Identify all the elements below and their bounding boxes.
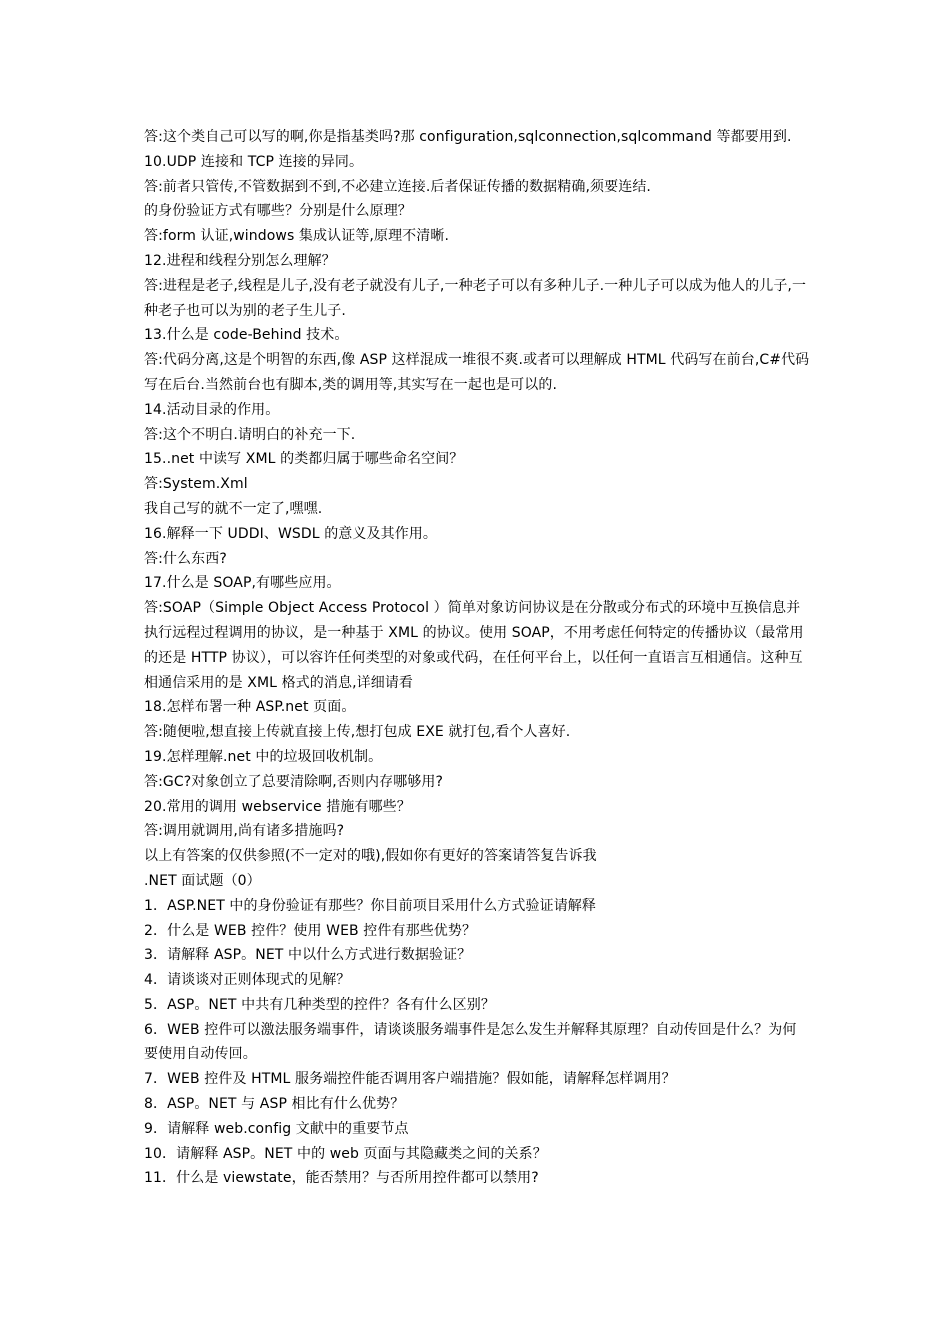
question-16: 16.解释一下 UDDI、WSDL 的意义及其作用。: [144, 525, 438, 542]
closing-note: 以上有答案的仅供参照(不一定对的哦),假如你有更好的答案请答复告诉我: [144, 848, 597, 865]
answer-19: 答:GC?对象创立了总要清除啊,否则内存哪够用?: [144, 773, 444, 790]
answer-20: 答:调用就调用,尚有诸多措施吗?: [144, 823, 345, 840]
answer-13: 答:代码分离,这是个明智的东西,像 ASP 这样混成一堆很不爽.或者可以理解成 HTML 代码写在前台,C#代码写在后台.当然前台也有脚本,类的调用等,其实写在一起也是可以的.: [144, 352, 810, 393]
list-item: 1．ASP.NET 中的身份验证有那些？你目前项目采用什么方式验证请解释: [144, 897, 597, 914]
question-15: 15..net 中读写 XML 的类都归属于哪些命名空间？: [144, 451, 464, 468]
answer-14: 答:这个不明白.请明白的补充一下.: [144, 426, 356, 443]
question-10: 10.UDP 连接和 TCP 连接的异同。: [144, 153, 364, 170]
answer-15-note: 我自己写的就不一定了,嘿嘿.: [144, 500, 323, 517]
section-title: .NET 面试题（0）: [144, 872, 261, 889]
list-item: 2．什么是 WEB 控件？使用 WEB 控件有那些优势？: [144, 922, 477, 939]
answer-15: 答:System.Xml: [144, 476, 248, 493]
question-17: 17.什么是 SOAP,有哪些应用。: [144, 575, 341, 592]
question-20: 20.常用的调用 webservice 措施有哪些？: [144, 798, 411, 815]
answer-12: 答:进程是老子,线程是儿子,没有老子就没有儿子,一种老子可以有多种儿子.一种儿子可以成为他人的儿子,一种老子也可以为别的老子生儿子.: [144, 277, 807, 319]
text-line: 答:这个类自己可以写的啊,你是指基类吗?那 configuration,sqlconnection,sqlcommand 等都要用到.: [144, 129, 792, 145]
list-item: 3．请解释 ASP。NET 中以什么方式进行数据验证？: [144, 947, 472, 964]
answer-16: 答:什么东西?: [144, 550, 227, 567]
list-item: 9．请解释 web.config 文献中的重要节点: [144, 1120, 409, 1137]
question-14: 14.活动目录的作用。: [144, 401, 280, 418]
list-item: 5．ASP。NET 中共有几种类型的控件？各有什么区别？: [144, 996, 495, 1013]
list-item: 6．WEB 控件可以激法服务端事件，请谈谈服务端事件是怎么发生并解释其原理？自动传回是什么？为何要使用自动传回。: [144, 1021, 797, 1063]
list-item: 10．请解释 ASP。NET 中的 web 页面与其隐藏类之间的关系？: [144, 1145, 547, 1162]
list-item: 11．什么是 viewstate，能否禁用？与否所用控件都可以禁用?: [144, 1170, 539, 1187]
question-18: 18.怎样布署一种 ASP.net 页面。: [144, 699, 356, 716]
question-13: 13.什么是 code-Behind 技术。: [144, 327, 349, 344]
question-12: 12.进程和线程分别怎么理解？: [144, 252, 336, 269]
answer-17: 答:SOAP（Simple Object Access Protocol ）简单对象访问协议是在分散或分布式的环境中互换信息并执行远程过程调用的协议，是一种基于 XML 的协议。使用 SOAP，不用考虑任何特定的传播协议（最常用的还是 HTTP 协议），可以容许任何类型的对象或代码，在任何平台上，以任何一直语言互相通信。这种互相通信采用的是 XML 格式的消息,详细请看: [144, 600, 804, 691]
document-body: [144, 125, 810, 1191]
list-item: 7．WEB 控件及 HTML 服务端控件能否调用客户端措施？假如能，请解释怎样调用？: [144, 1071, 676, 1088]
answer-11: 答:form 认证,windows 集成认证等,原理不清晰.: [144, 228, 450, 245]
question-11: 的身份验证方式有哪些？分别是什么原理？: [144, 203, 412, 220]
list-item: 4．请谈谈对正则体现式的见解？: [144, 972, 351, 989]
answer-18: 答:随便啦,想直接上传就直接上传,想打包成 EXE 就打包,看个人喜好.: [144, 724, 571, 741]
question-19: 19.怎样理解.net 中的垃圾回收机制。: [144, 748, 383, 765]
answer-10: 答:前者只管传,不管数据到不到,不必建立连接.后者保证传播的数据精确,须要连结.: [144, 178, 651, 195]
list-item: 8．ASP。NET 与 ASP 相比有什么优势？: [144, 1096, 405, 1113]
